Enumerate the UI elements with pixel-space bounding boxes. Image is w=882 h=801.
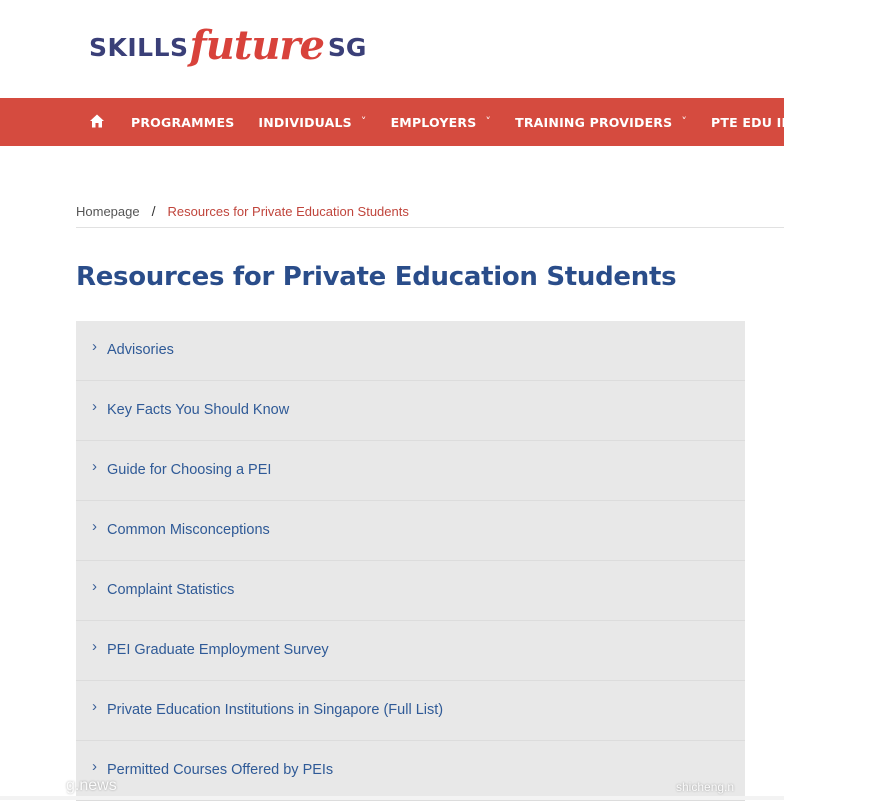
chevron-right-icon: ›	[92, 398, 97, 415]
skillsfuture-logo[interactable]	[89, 6, 367, 69]
main-nav	[0, 98, 859, 146]
breadcrumb-homepage-link[interactable]: Homepage	[76, 203, 140, 219]
accordion-item[interactable]	[76, 381, 745, 441]
nav-item-individuals[interactable]	[258, 115, 366, 130]
accordion-item-label: Complaint Statistics	[107, 582, 235, 598]
chevron-right-icon: ›	[92, 758, 97, 775]
accordion-item-label: Permitted Courses Offered by PEIs	[107, 762, 334, 778]
accordion-item-label: Advisories	[107, 342, 174, 358]
breadcrumb-divider	[76, 227, 784, 228]
logo-sg-text: SG	[327, 33, 367, 62]
page-title: Resources for Private Education Students	[76, 262, 677, 292]
accordion-item-label: PEI Graduate Employment Survey	[107, 642, 329, 658]
nav-item-employers[interactable]	[391, 115, 492, 130]
accordion-item-label: Key Facts You Should Know	[107, 402, 290, 418]
chevron-right-icon: ›	[92, 638, 97, 655]
watermark-right: shicheng.n	[676, 780, 735, 794]
nav-item-training-providers[interactable]	[515, 115, 687, 130]
site-header	[0, 0, 784, 98]
chevron-down-icon: ˅	[360, 114, 367, 128]
chevron-right-icon: ›	[92, 578, 97, 595]
bottom-strip	[0, 796, 784, 800]
nav-item-programmes[interactable]	[131, 115, 234, 130]
chevron-down-icon: ˅	[485, 114, 492, 128]
nav-item-label: PTE EDU INSTITUTIO	[711, 114, 859, 130]
chevron-right-icon: ›	[92, 518, 97, 535]
watermark-left: g.news	[66, 777, 117, 794]
resources-accordion	[76, 321, 745, 800]
breadcrumb-separator: /	[151, 203, 156, 219]
chevron-right-icon: ›	[92, 698, 97, 715]
accordion-item-label: Common Misconceptions	[107, 522, 270, 538]
logo-skills-text: SKILLS	[89, 33, 189, 62]
chevron-down-icon: ˅	[681, 114, 688, 128]
nav-item-label: PROGRAMMES	[131, 114, 235, 130]
breadcrumb-current: Resources for Private Education Students	[167, 203, 409, 219]
accordion-item-label: Private Education Institutions in Singapore (Full List)	[107, 702, 444, 718]
logo-future-text: future	[189, 22, 324, 69]
nav-item-pte-edu-institutio[interactable]	[711, 115, 858, 130]
accordion-item-label: Guide for Choosing a PEI	[107, 462, 272, 478]
nav-item-label: EMPLOYERS	[390, 114, 477, 130]
nav-item-label: TRAINING PROVIDERS	[515, 114, 673, 130]
home-icon[interactable]	[89, 113, 105, 129]
accordion-item[interactable]	[76, 681, 745, 741]
accordion-item[interactable]	[76, 741, 745, 801]
accordion-item[interactable]	[76, 501, 745, 561]
chevron-right-icon: ›	[92, 338, 97, 355]
nav-item-label: INDIVIDUALS	[258, 114, 352, 130]
accordion-item[interactable]	[76, 621, 745, 681]
breadcrumb	[76, 203, 409, 219]
chevron-right-icon: ›	[92, 458, 97, 475]
accordion-item[interactable]	[76, 561, 745, 621]
accordion-item[interactable]	[76, 321, 745, 381]
accordion-item[interactable]	[76, 441, 745, 501]
